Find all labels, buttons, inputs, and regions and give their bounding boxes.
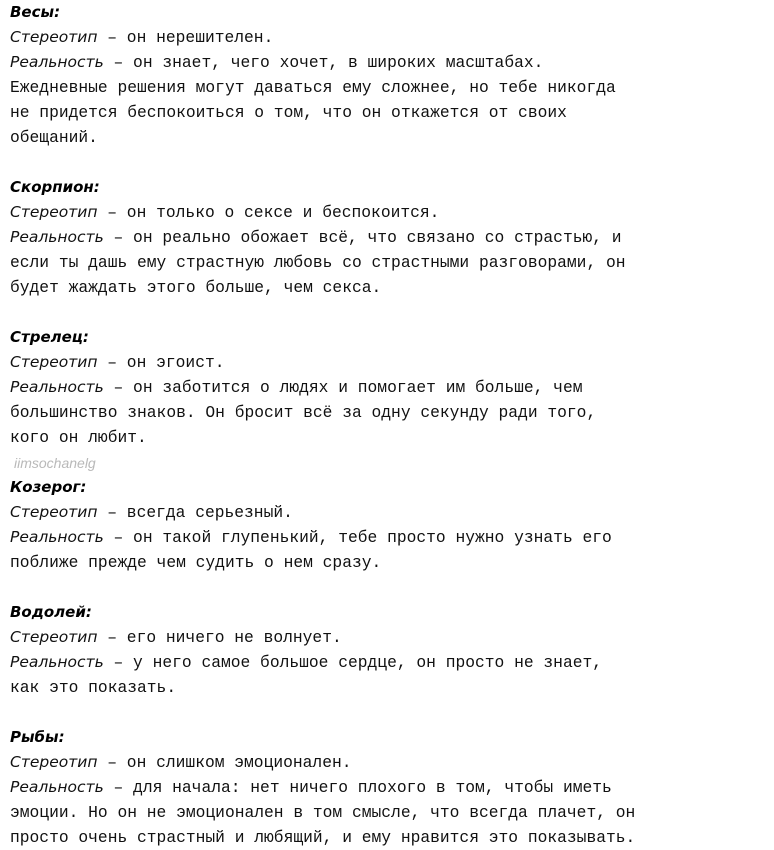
sign-heading: Скорпион: — [10, 178, 100, 196]
stereotype-label: Стереотип — [10, 203, 98, 221]
reality-continuation: поближе прежде чем судить о нем сразу. — [10, 553, 382, 572]
stereotype-label: Стереотип — [10, 753, 98, 771]
stereotype-text: – он слишком эмоционален. — [97, 753, 352, 772]
reality-label: Реальность — [10, 653, 104, 671]
reality-continuation: эмоции. Но он не эмоционален в том смысле, что всегда плачет, он — [10, 803, 636, 822]
reality-label: Реальность — [10, 53, 104, 71]
reality-line — [10, 225, 770, 250]
stereotype-label: Стереотип — [10, 28, 98, 46]
reality-label: Реальность — [10, 228, 104, 246]
sign-heading: Рыбы: — [10, 728, 65, 746]
reality-continuation: большинство знаков. Он бросит всё за одну секунду ради того, — [10, 403, 597, 422]
stereotype-text: – его ничего не волнует. — [97, 628, 342, 647]
stereotype-line — [10, 750, 770, 775]
reality-continuation: кого он любит. — [10, 428, 147, 447]
reality-continuation: не придется беспокоиться о том, что он откажется от своих — [10, 103, 567, 122]
reality-text: – он реально обожает всё, что связано со страстью, и — [103, 228, 622, 247]
section-capricorn — [10, 475, 770, 575]
reality-line — [10, 650, 770, 675]
reality-continuation: Ежедневные решения могут даваться ему сложнее, но тебе никогда — [10, 78, 616, 97]
stereotype-label: Стереотип — [10, 503, 98, 521]
sign-heading: Козерог: — [10, 478, 87, 496]
reality-continuation: обещаний. — [10, 128, 98, 147]
section-libra — [10, 0, 770, 150]
reality-line — [10, 525, 770, 550]
reality-text: – у него самое большое сердце, он просто не знает, — [103, 653, 603, 672]
stereotype-line — [10, 25, 770, 50]
reality-text: – для начала: нет ничего плохого в том, чтобы иметь — [103, 778, 612, 797]
stereotype-line — [10, 625, 770, 650]
reality-line — [10, 775, 770, 800]
reality-continuation: будет жаждать этого больше, чем секса. — [10, 278, 382, 297]
reality-label: Реальность — [10, 528, 104, 546]
reality-continuation: если ты дашь ему страстную любовь со страстными разговорами, он — [10, 253, 626, 272]
reality-continuation: просто очень страстный и любящий, и ему нравится это показывать. — [10, 828, 636, 847]
reality-continuation: как это показать. — [10, 678, 177, 697]
section-pisces — [10, 725, 770, 850]
stereotype-label: Стереотип — [10, 628, 98, 646]
stereotype-label: Стереотип — [10, 353, 98, 371]
horoscope-text — [10, 0, 770, 850]
watermark-text: iimsochanelg — [14, 455, 96, 471]
sign-heading: Водолей: — [10, 603, 92, 621]
stereotype-text: – всегда серьезный. — [97, 503, 293, 522]
stereotype-line — [10, 500, 770, 525]
section-scorpio — [10, 175, 770, 300]
reality-line — [10, 375, 770, 400]
reality-label: Реальность — [10, 378, 104, 396]
reality-line — [10, 50, 770, 75]
section-sagittarius — [10, 325, 770, 450]
stereotype-text: – он эгоист. — [97, 353, 225, 372]
stereotype-text: – он нерешителен. — [97, 28, 274, 47]
sign-heading: Весы: — [10, 3, 61, 21]
stereotype-text: – он только о сексе и беспокоится. — [97, 203, 440, 222]
section-aquarius — [10, 600, 770, 700]
reality-label: Реальность — [10, 778, 104, 796]
sign-heading: Стрелец: — [10, 328, 89, 346]
reality-text: – он такой глупенький, тебе просто нужно узнать его — [103, 528, 612, 547]
reality-text: – он знает, чего хочет, в широких масштабах. — [103, 53, 544, 72]
stereotype-line — [10, 200, 770, 225]
stereotype-line — [10, 350, 770, 375]
reality-text: – он заботится о людях и помогает им больше, чем — [103, 378, 583, 397]
